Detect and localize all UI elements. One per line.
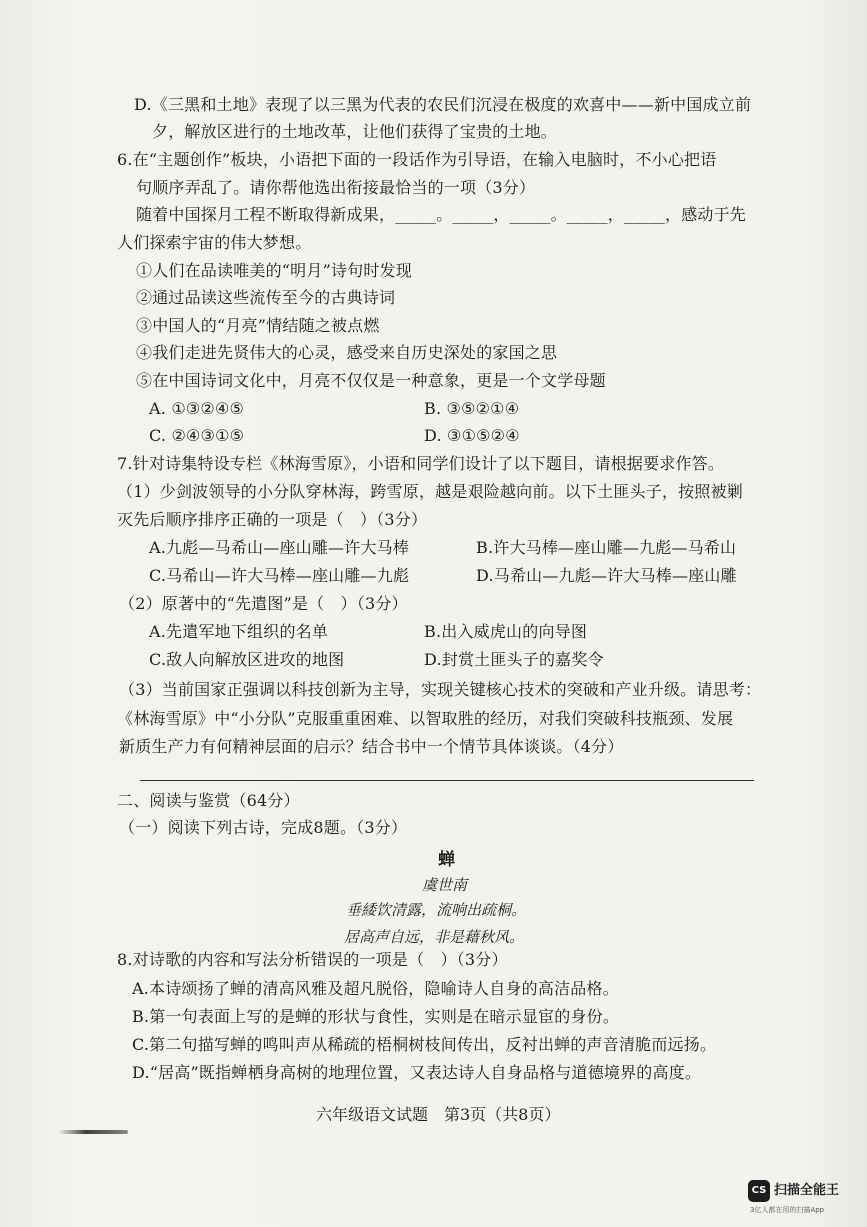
q7-sub1-line2: 灭先后顺序排序正确的一项是（ ）（3分） <box>117 510 428 529</box>
q6-option-a: A. ①③②④⑤ <box>149 399 245 418</box>
q6-passage-line1: 随着中国探月工程不断取得新成果，_____。_____，_____。_____，_____，感动于先 <box>136 205 747 224</box>
scanner-logo-icon: CS <box>748 1180 770 1202</box>
poem-author: 虞世南 <box>422 876 468 894</box>
section-2-heading: 二、阅读与鉴赏（64分） <box>117 791 300 810</box>
q6-sentence-1: ①人们在品读唯美的“明月”诗句时发现 <box>136 261 412 280</box>
q7-sub1-option-b: B.许大马棒—座山雕—九彪—马希山 <box>476 538 737 557</box>
scanner-watermark <box>748 1178 860 1220</box>
q7-sub2-option-a: A.先遣军地下组织的名单 <box>149 622 329 641</box>
q6-stem-line2: 句顺序弄乱了。请你帮他选出衔接最恰当的一项（3分） <box>136 178 536 197</box>
scanner-tagline: 3亿人都在用的扫描App <box>750 1206 825 1214</box>
q7-sub1-line1: （1）少剑波领导的小分队穿林海，跨雪原，越是艰险越向前。以下土匪头子，按照被剿 <box>117 482 743 501</box>
q6-sentence-3: ③中国人的“月亮”情结随之被点燃 <box>136 316 380 335</box>
reading-part-1-heading: （一）阅读下列古诗，完成8题。（3分） <box>119 818 408 837</box>
q8-option-d: D.“居高”既指蝉栖身高树的地理位置，又表达诗人自身品格与道德境界的高度。 <box>132 1063 702 1082</box>
page-footer: 六年级语文试题 第3页（共8页） <box>316 1105 561 1124</box>
poem-line-2: 居高声自远，非是藉秋风。 <box>344 928 525 946</box>
scan-artifact <box>58 1130 128 1134</box>
q7-sub1-option-c: C.马希山—许大马棒—座山雕—九彪 <box>149 566 410 585</box>
q7-sub3-line3: 新质生产力有何精神层面的启示？结合书中一个情节具体谈谈。（4分） <box>119 737 624 756</box>
q5-option-d-line1: D.《三黑和土地》表现了以三黑为代表的农民们沉浸在极度的欢喜中——新中国成立前 <box>134 95 752 114</box>
q8-stem: 8.对诗歌的内容和写法分析错误的一项是（ ）（3分） <box>117 950 508 969</box>
q8-option-a: A.本诗颂扬了蝉的清高风雅及超凡脱俗，隐喻诗人自身的高洁品格。 <box>132 979 619 998</box>
q7-sub2-option-b: B.出入威虎山的向导图 <box>424 622 588 641</box>
q7-sub2-option-c: C.敌人向解放区进攻的地图 <box>149 650 345 669</box>
q8-option-b: B.第一句表面上写的是蝉的形状与食性，实则是在暗示显宦的身份。 <box>132 1007 620 1026</box>
q6-sentence-5: ⑤在中国诗词文化中，月亮不仅仅是一种意象，更是一个文学母题 <box>136 371 606 390</box>
q6-sentence-4: ④我们走进先贤伟大的心灵，感受来自历史深处的家国之思 <box>136 343 558 362</box>
section-divider <box>140 780 754 781</box>
q6-stem-line1: 6.在“主题创作”板块，小语把下面的一段话作为引导语，在输入电脑时，不小心把语 <box>117 150 717 169</box>
q7-sub1-option-a: A.九彪—马希山—座山雕—许大马棒 <box>149 538 410 557</box>
poem-line-1: 垂緌饮清露，流响出疏桐。 <box>346 901 527 919</box>
q7-sub3-line1: （3）当前国家正强调以科技创新为主导，实现关键核心技术的突破和产业升级。请思考： <box>119 680 762 699</box>
q7-sub2-option-d: D.封赏土匪头子的嘉奖令 <box>424 650 604 669</box>
q7-sub2-stem: （2）原著中的“先遣图”是（ ）（3分） <box>119 594 408 613</box>
q6-option-d: D. ③①⑤②④ <box>424 426 520 445</box>
q8-option-c: C.第二句描写蝉的鸣叫声从稀疏的梧桐树枝间传出，反衬出蝉的声音清脆而远扬。 <box>132 1035 717 1054</box>
q6-option-c: C. ②④③①⑤ <box>149 426 245 445</box>
poem-title: 蝉 <box>438 850 455 870</box>
q6-sentence-2: ②通过品读这些流传至今的古典诗词 <box>136 288 396 307</box>
q6-passage-line2: 人们探索宇宙的伟大梦想。 <box>117 233 312 252</box>
q5-option-d-line2: 夕，解放区进行的土地改革，让他们获得了宝贵的土地。 <box>152 122 558 141</box>
q7-sub3-line2: 《林海雪原》中“小分队”克服重重困难、以智取胜的经历，对我们突破科技瓶颈、发展 <box>117 709 734 728</box>
scanner-app-name: 扫描全能王 <box>774 1183 840 1198</box>
q6-option-b: B. ③⑤②①④ <box>424 399 520 418</box>
q7-stem: 7.针对诗集特设专栏《林海雪原》，小语和同学们设计了以下题目，请根据要求作答。 <box>117 454 725 473</box>
q7-sub1-option-d: D.马希山—九彪—许大马棒—座山雕 <box>476 566 737 585</box>
